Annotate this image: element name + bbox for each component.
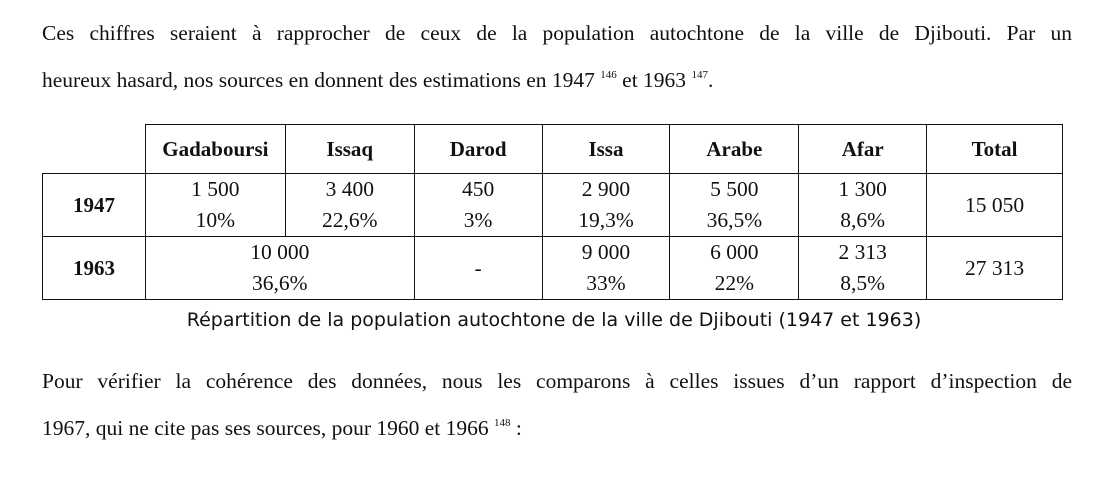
intro-line-2-end: . (707, 68, 714, 92)
percent: 19,3% (578, 208, 634, 232)
cell-1963-total: 27 313 (927, 237, 1063, 300)
header-darod: Darod (414, 125, 542, 174)
value: 3 400 (325, 177, 374, 201)
footnote-ref-147[interactable]: 147 (691, 69, 708, 81)
value: 2 313 (838, 240, 887, 264)
year-cell-1963: 1963 (43, 237, 146, 300)
table-corner-cell (43, 125, 146, 174)
value: 2 900 (581, 177, 631, 201)
comparison-line-2 (42, 405, 1072, 452)
comparison-line-1: Pour vérifier la cohérence des données, nous les comparons à celles issues d’un rapport d’inspection de (42, 369, 1072, 393)
percent: 8,5% (840, 271, 886, 295)
value: 1 500 (191, 177, 240, 201)
value: 1 300 (838, 177, 887, 201)
comparison-line-2-text: 1967, qui ne cite pas ses sources, pour 1960 et 1966 (42, 416, 489, 440)
cell-1947-darod (414, 174, 542, 237)
percent: 3% (463, 208, 493, 232)
table-caption: Répartition de la population autochtone de la ville de Djibouti (1947 et 1963) (186, 309, 922, 331)
cell-1963-gadaboursi-issaq (145, 237, 414, 300)
intro-line-2-mid: et 1963 (622, 68, 687, 92)
comparison-paragraph (42, 358, 1072, 452)
intro-paragraph (42, 10, 1072, 104)
cell-1947-issaq (285, 174, 414, 237)
table-row-1947 (43, 174, 1063, 237)
intro-line-1: Ces chiffres seraient à rapprocher de ceux de la population autochtone de la ville de Djibouti. Par un (42, 21, 1072, 45)
footnote-ref-148[interactable]: 148 (494, 417, 511, 429)
percent: 10% (195, 208, 236, 232)
comparison-line-2-end: : (515, 416, 522, 440)
table-row-1963 (43, 237, 1063, 300)
percent: 8,6% (840, 208, 886, 232)
cell-1963-afar (799, 237, 927, 300)
value: 450 (461, 177, 495, 201)
header-arabe: Arabe (670, 125, 799, 174)
cell-1947-total: 15 050 (927, 174, 1063, 237)
header-issa: Issa (542, 125, 670, 174)
table-header-row (43, 125, 1063, 174)
cell-1947-issa (542, 174, 670, 237)
percent: 22,6% (321, 208, 378, 232)
header-gadaboursi: Gadaboursi (145, 125, 285, 174)
value: 6 000 (710, 240, 759, 264)
percent: 22% (714, 271, 755, 295)
year-cell-1947: 1947 (43, 174, 146, 237)
value: 5 500 (710, 177, 759, 201)
intro-line-2 (42, 57, 1072, 104)
percent: 36,5% (706, 208, 763, 232)
cell-1963-darod: - (414, 237, 542, 300)
footnote-ref-146[interactable]: 146 (600, 69, 617, 81)
cell-1963-issa (542, 237, 670, 300)
value: 10 000 (250, 240, 310, 264)
cell-1963-arabe (670, 237, 799, 300)
header-afar: Afar (799, 125, 927, 174)
cell-1947-gadaboursi (145, 174, 285, 237)
header-total: Total (927, 125, 1063, 174)
cell-1947-arabe (670, 174, 799, 237)
cell-1947-afar (799, 174, 927, 237)
intro-line-2-text: heureux hasard, nos sources en donnent des estimations en 1947 (42, 68, 595, 92)
percent: 36,6% (252, 271, 308, 295)
population-table (42, 124, 1063, 300)
header-issaq: Issaq (285, 125, 414, 174)
value: 9 000 (581, 240, 631, 264)
percent: 33% (586, 271, 626, 295)
